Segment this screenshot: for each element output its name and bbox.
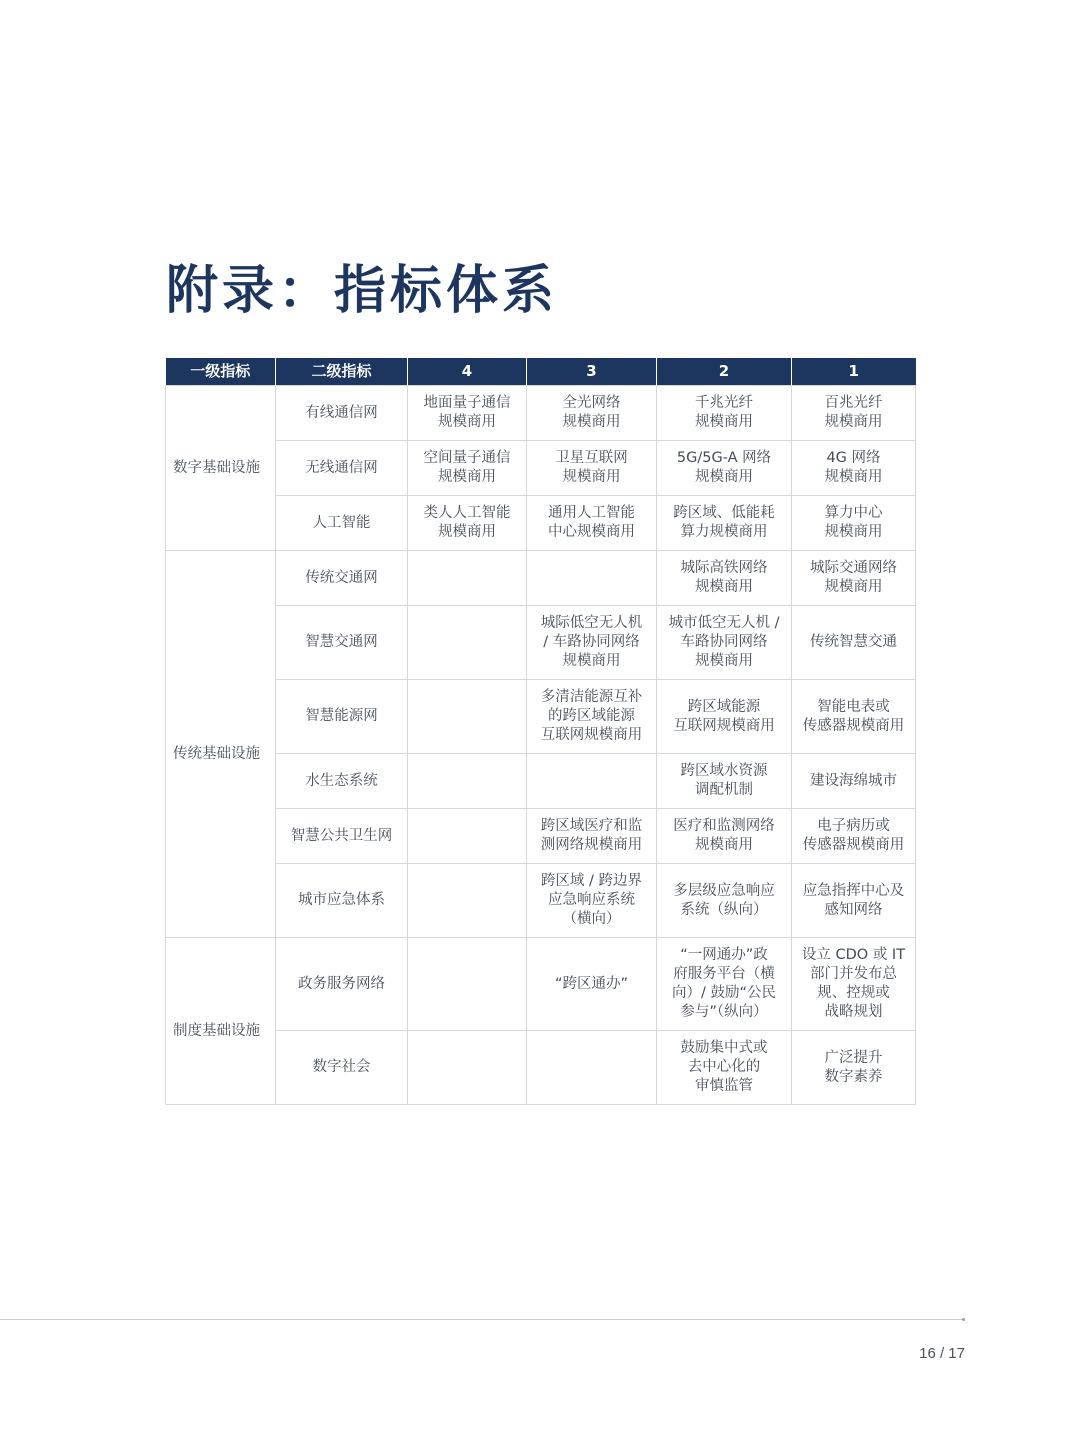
level2-indicator-cell: 智慧交通网 (276, 606, 408, 680)
score-3-cell (527, 551, 657, 606)
score-3-cell: 通用人工智能 中心规模商用 (527, 496, 657, 551)
level1-indicator-cell: 数字基础设施 (166, 386, 276, 551)
table-row (166, 864, 916, 938)
level1-indicator-cell: 传统基础设施 (166, 551, 276, 938)
score-3-cell: 卫星互联网 规模商用 (527, 441, 657, 496)
footer-divider (0, 1319, 965, 1320)
score-3-cell: 城际低空无人机 / 车路协同网络 规模商用 (527, 606, 657, 680)
score-1-cell: 应急指挥中心及 感知网络 (792, 864, 916, 938)
score-1-cell: 智能电表或 传感器规模商用 (792, 680, 916, 754)
score-2-cell: 5G/5G-A 网络 规模商用 (657, 441, 792, 496)
score-1-cell: 设立 CDO 或 IT 部门并发布总 规、控规或 战略规划 (792, 938, 916, 1031)
level2-indicator-cell: 传统交通网 (276, 551, 408, 606)
score-4-cell (408, 606, 527, 680)
header-score-2: 2 (657, 358, 792, 386)
score-2-cell: 鼓励集中式或 去中心化的 审慎监管 (657, 1031, 792, 1105)
table-row (166, 1031, 916, 1105)
page-title: 附录：指标体系 (166, 261, 559, 321)
header-level2: 二级指标 (276, 358, 408, 386)
score-3-cell: “跨区通办” (527, 938, 657, 1031)
header-score-1: 1 (792, 358, 916, 386)
score-2-cell: 千兆光纤 规模商用 (657, 386, 792, 441)
level2-indicator-cell: 水生态系统 (276, 754, 408, 809)
score-2-cell: 城际高铁网络 规模商用 (657, 551, 792, 606)
level2-indicator-cell: 数字社会 (276, 1031, 408, 1105)
level2-indicator-cell: 城市应急体系 (276, 864, 408, 938)
score-3-cell (527, 1031, 657, 1105)
indicator-table (165, 358, 916, 1105)
score-2-cell: 跨区域水资源 调配机制 (657, 754, 792, 809)
level1-indicator-cell: 制度基础设施 (166, 938, 276, 1105)
header-score-3: 3 (527, 358, 657, 386)
level2-indicator-cell: 智慧能源网 (276, 680, 408, 754)
table-row (166, 551, 916, 606)
score-4-cell: 类人人工智能 规模商用 (408, 496, 527, 551)
page-number: 16 / 17 (919, 1345, 965, 1362)
score-1-cell: 算力中心 规模商用 (792, 496, 916, 551)
score-4-cell (408, 1031, 527, 1105)
table-row (166, 386, 916, 441)
score-3-cell: 多清洁能源互补 的跨区域能源 互联网规模商用 (527, 680, 657, 754)
table-row (166, 441, 916, 496)
score-2-cell: 医疗和监测网络 规模商用 (657, 809, 792, 864)
score-2-cell: 跨区域、低能耗 算力规模商用 (657, 496, 792, 551)
score-2-cell: 城市低空无人机 / 车路协同网络 规模商用 (657, 606, 792, 680)
score-1-cell: 传统智慧交通 (792, 606, 916, 680)
score-1-cell: 百兆光纤 规模商用 (792, 386, 916, 441)
table-row (166, 606, 916, 680)
level2-indicator-cell: 人工智能 (276, 496, 408, 551)
score-4-cell: 地面量子通信 规模商用 (408, 386, 527, 441)
score-1-cell: 城际交通网络 规模商用 (792, 551, 916, 606)
score-1-cell: 电子病历或 传感器规模商用 (792, 809, 916, 864)
score-4-cell (408, 938, 527, 1031)
table-body (166, 386, 916, 1105)
table-row (166, 938, 916, 1031)
footer-divider-dot (962, 1318, 965, 1321)
score-3-cell: 跨区域医疗和监 测网络规模商用 (527, 809, 657, 864)
score-3-cell: 跨区域 / 跨边界 应急响应系统 （横向） (527, 864, 657, 938)
table-row (166, 809, 916, 864)
level2-indicator-cell: 智慧公共卫生网 (276, 809, 408, 864)
score-2-cell: “一网通办”政 府服务平台（横 向）/ 鼓励“公民 参与”（纵向） (657, 938, 792, 1031)
header-score-4: 4 (408, 358, 527, 386)
table-row (166, 496, 916, 551)
level2-indicator-cell: 政务服务网络 (276, 938, 408, 1031)
score-4-cell (408, 680, 527, 754)
level2-indicator-cell: 有线通信网 (276, 386, 408, 441)
score-1-cell: 建设海绵城市 (792, 754, 916, 809)
table-row (166, 680, 916, 754)
score-1-cell: 广泛提升 数字素养 (792, 1031, 916, 1105)
score-4-cell (408, 809, 527, 864)
header-level1: 一级指标 (166, 358, 276, 386)
score-3-cell: 全光网络 规模商用 (527, 386, 657, 441)
score-3-cell (527, 754, 657, 809)
table-header-row (166, 358, 916, 386)
score-4-cell (408, 551, 527, 606)
score-1-cell: 4G 网络 规模商用 (792, 441, 916, 496)
score-4-cell (408, 864, 527, 938)
score-4-cell (408, 754, 527, 809)
table-row (166, 754, 916, 809)
score-4-cell: 空间量子通信 规模商用 (408, 441, 527, 496)
level2-indicator-cell: 无线通信网 (276, 441, 408, 496)
score-2-cell: 跨区域能源 互联网规模商用 (657, 680, 792, 754)
score-2-cell: 多层级应急响应 系统（纵向） (657, 864, 792, 938)
